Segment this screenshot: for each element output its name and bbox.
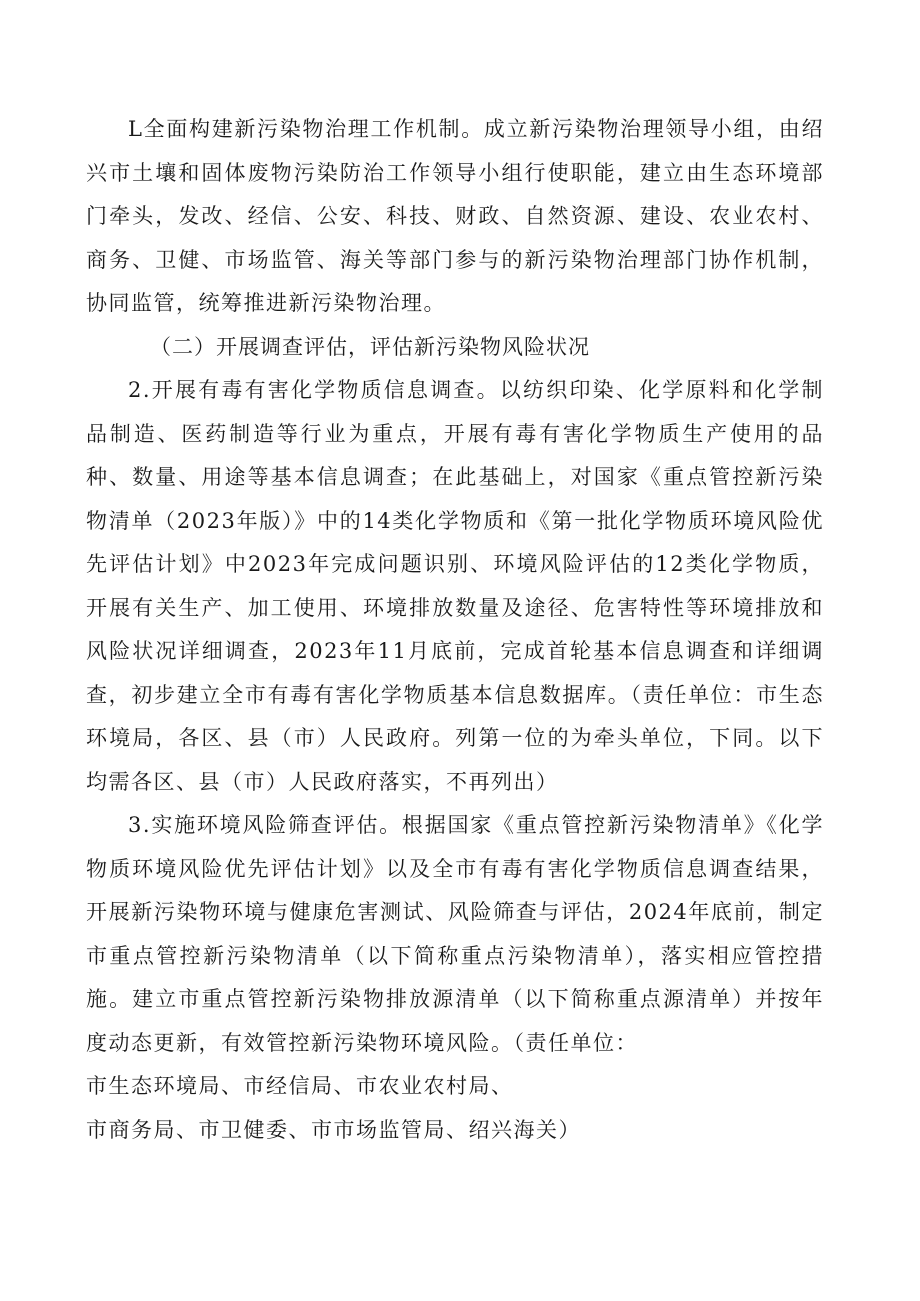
paragraph-3-line-b: 市商务局、市卫健委、市市场监管局、绍兴海关）	[86, 1117, 581, 1142]
paragraph-3	[86, 804, 824, 1065]
paragraph-1-text: 全面构建新污染物治理工作机制。成立新污染物治理领导小组，由绍兴市土壤和固体废物污染防治工作领导小组行使职能，建立由生态环境部门牵头，发改、经信、公安、科技、财政、自然资源、建设、农业农村、商务、卫健、市场监管、海关等部门参与的新污染物治理部门协作机制，协同监管，统筹推进新污染物治理。	[86, 117, 824, 315]
section-heading-2: （二）开展调查评估，评估新污染物风险状况	[150, 334, 590, 359]
paragraph-2-text: .开展有毒有害化学物质信息调查。以纺织印染、化学原料和化学制品制造、医药制造等行业为重点，开展有毒有害化学物质生产使用的品种、数量、用途等基本信息调查；在此基础上，对国家《重点管控新污染物清单（2023年版）》中的14类化学物质和《第一批化学物质环境风险优先评估计划》中2023年完成问题识别、环境风险评估的12类化学物质，开展有关生产、加工使用、环境排放数量及途径、危害特性等环境排放和风险状况详细调查，2023年11月底前，完成首轮基本信息调查和详细调查，初步建立全市有毒有害化学物质基本信息数据库。（责任单位：市生态环境局，各区、县（市）人民政府。列第一位的为牵头单位，下同。以下均需各区、县（市）人民政府落实，不再列出）	[86, 378, 824, 794]
paragraph-2-number: 2	[128, 378, 143, 402]
paragraph-1	[86, 108, 824, 326]
paragraph-3-text: .实施环境风险筛查评估。根据国家《重点管控新污染物清单》《化学物质环境风险优先评估计划》以及全市有毒有害化学物质信息调查结果，开展新污染物环境与健康危害测试、风险筛查与评估，2024年底前，制定市重点管控新污染物清单（以下简称重点污染物清单），落实相应管控措施。建立市重点管控新污染物排放源清单（以下简称重点源清单）并按年度动态更新，有效管控新污染物环境风险。（责任单位：	[86, 813, 824, 1055]
paragraph-3-line-a: 市生态环境局、市经信局、市农业农村局、	[86, 1074, 514, 1098]
paragraph-2	[86, 369, 824, 804]
paragraph-1-number: L	[128, 117, 144, 141]
paragraph-3-number: 3	[128, 813, 143, 837]
document-body	[86, 108, 824, 1152]
